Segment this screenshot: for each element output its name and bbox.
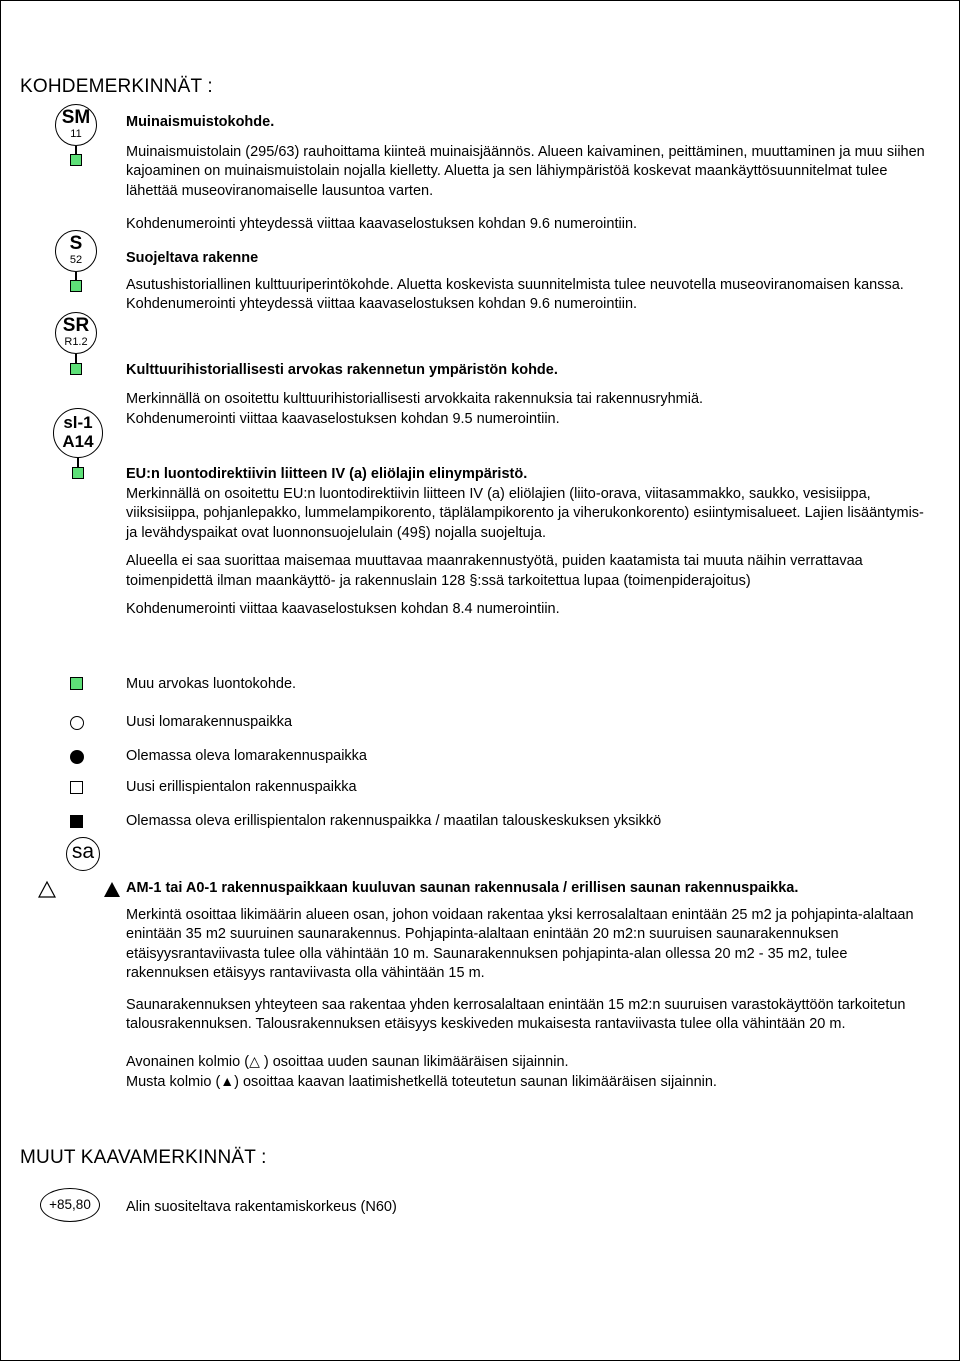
open-triangle-inline-icon: △ bbox=[249, 1052, 260, 1069]
sauna-paragraph-1: Merkintä osoittaa likimäärin alueen osan, johon voidaan rakentaa yksi kerrosalaltaan enintään 25 m2 ja pohjapinta-alaltaan enintään 35 m2 suuruinen saunarakennus. Pohjapinta-alaltaan enintään 20 m2:n suuruisen saunarakennuksen etäisyysrantaviivasta tulee olla vähintään 10 m. Saunarakennuksen pohjapinta-alan ollessa 20 m2 - 35 m2, tulee rakennuksen etäisyys rantaviivasta olla vähintään 15 m. bbox=[126, 906, 914, 981]
filled-square-icon bbox=[70, 815, 83, 828]
sm-paragraph-1: Muinaismuistolain (295/63) rauhoittama kiinteä muinaisjäännös. Alueen kaivaminen, peittäminen, muuttaminen ja muu siihen kajoaminen on muinaismuistolain nojalla kielletty. Aluetta ja sen lähiympäristöä koskevat maankäyttösuunnitelmat tulee lähettää museoviranomaiselle lausuntoa varten. bbox=[126, 143, 925, 199]
sauna-triangles bbox=[38, 880, 122, 900]
uusi-erill-label: Uusi erillispientalon rakennuspaikka bbox=[126, 779, 357, 795]
sl-symbol-bottom: A14 bbox=[62, 432, 94, 451]
sr-green-square bbox=[70, 363, 82, 375]
sauna-p3-start: Avonainen kolmio ( bbox=[126, 1053, 250, 1070]
s-symbol-bottom: 52 bbox=[69, 254, 83, 266]
muu-label: Muu arvokas luontokohde. bbox=[126, 676, 297, 692]
sa-symbol: sa bbox=[66, 837, 100, 871]
open-triangle-icon bbox=[39, 882, 55, 897]
n60-label: Alin suositeltava rakentamiskorkeus (N60) bbox=[126, 1199, 397, 1215]
sl-paragraph-2: Alueella ei saa suorittaa maisemaa muuttavaa maanrakennustyötä, puiden kaatamista tai muuta näihin verrattavaa toimenpidettä ilman maankäyttö- ja rakennuslain 128 §:ssä tarkoitettua lupaa (toimenpiderajoitus) bbox=[126, 553, 863, 589]
sauna-p4-start: Musta kolmio ( bbox=[126, 1074, 221, 1090]
sauna-p3-end: ) osoittaa uuden saunan likimääräisen sijainnin. bbox=[259, 1053, 569, 1070]
s-symbol bbox=[55, 230, 97, 272]
sm-paragraph-2: Kohdenumerointi yhteydessä viittaa kaavaselostuksen kohdan 9.6 numerointiin. bbox=[126, 216, 638, 232]
sm-stem bbox=[75, 146, 77, 154]
elevation-symbol: +85,80 bbox=[40, 1188, 100, 1222]
sauna-paragraph-4 bbox=[126, 1072, 916, 1093]
filled-circle-icon bbox=[70, 750, 84, 764]
olemassa-erill-label: Olemassa oleva erillispientalon rakennuspaikka / maatilan talouskeskuksen yksikkö bbox=[126, 813, 662, 829]
sr-symbol-bottom: R1.2 bbox=[64, 336, 88, 348]
sl-green-square bbox=[72, 467, 84, 479]
sl-symbol-top: sl-1 bbox=[63, 413, 93, 432]
sl-stem bbox=[77, 458, 79, 467]
s-paragraph-1: Asutushistoriallinen kulttuuriperintökohde. Aluetta koskevista suunnitelmista tulee neuvotella museoviranomaisen kanssa. bbox=[126, 276, 904, 293]
sl-paragraph-1: Merkinnällä on osoitettu EU:n luontodirektiivin liitteen IV (a) eliölajien (liito-orava, viitasammakko, saukko, vesisiippa, viiksisiippa, pohjanlepakko, lummelampikorento, täplälampikorento ja viherukonkorento) esiintymisalueet. Lajien lisääntymis- ja levähdyspaikat ovat luonnonsuojelulain (49§) nojalla suojeltuja. bbox=[126, 485, 924, 541]
sr-paragraph-2: Kohdenumerointi viittaa kaavaselostuksen kohdan 9.5 numerointiin. bbox=[126, 411, 560, 427]
sr-paragraph-1: Merkinnällä on osoitettu kulttuurihistoriallisesti arvokkaita rakennuksia tai rakennusryhmiä. bbox=[126, 390, 704, 407]
sauna-paragraph-3 bbox=[126, 1052, 916, 1073]
s-paragraph-2: Kohdenumerointi yhteydessä viittaa kaavaselostuksen kohdan 9.6 numerointiin. bbox=[126, 296, 638, 312]
sm-symbol-bottom: 11 bbox=[70, 128, 82, 140]
open-square-icon bbox=[70, 781, 83, 794]
sr-title: Kulttuurihistoriallisesti arvokas rakennetun ympäristön kohde. bbox=[126, 362, 558, 378]
heading-muut: MUUT KAAVAMERKINNÄT : bbox=[20, 1147, 267, 1168]
muu-green-square bbox=[70, 677, 83, 690]
sr-symbol bbox=[55, 312, 97, 354]
filled-triangle-inline-icon: ▲ bbox=[220, 1073, 235, 1089]
sm-symbol bbox=[55, 104, 97, 146]
sl-section bbox=[126, 465, 926, 620]
s-symbol-top: S bbox=[69, 233, 83, 254]
sl-symbol bbox=[53, 408, 103, 458]
sl-title: EU:n luontodirektiivin liitteen IV (a) eliölajin elinympäristö. bbox=[126, 466, 528, 482]
sauna-section bbox=[126, 879, 916, 1093]
s-section bbox=[126, 249, 926, 315]
sauna-p4-end: ) osoittaa kaavan laatimishetkellä toteutetun saunan likimääräisen sijainnin. bbox=[234, 1074, 717, 1090]
olemassa-loma-label: Olemassa oleva lomarakennuspaikka bbox=[126, 748, 367, 764]
sm-title: Muinaismuistokohde. bbox=[126, 114, 275, 130]
sl-paragraph-3: Kohdenumerointi viittaa kaavaselostuksen kohdan 8.4 numerointiin. bbox=[126, 601, 560, 617]
s-stem bbox=[75, 272, 77, 280]
filled-triangle-icon bbox=[104, 882, 120, 897]
open-circle-icon bbox=[70, 716, 84, 730]
sm-symbol-top: SM bbox=[61, 107, 91, 128]
sm-green-square bbox=[70, 154, 82, 166]
sm-section bbox=[126, 113, 926, 235]
s-title: Suojeltava rakenne bbox=[126, 250, 259, 266]
sauna-title: AM-1 tai A0-1 rakennuspaikkaan kuuluvan saunan rakennusala / erillisen saunan rakennuspaikka. bbox=[126, 880, 799, 896]
sauna-paragraph-2: Saunarakennuksen yhteyteen saa rakentaa yhden kerrosalaltaan enintään 15 m2:n suuruisen varastokäyttöön tarkoitetun talousrakennuksen. Talousrakennuksen etäisyys keskiveden mukaisesta rantaviivasta tulee olla vähintään 20 m. bbox=[126, 996, 906, 1032]
sr-section bbox=[126, 361, 926, 430]
sr-stem bbox=[75, 354, 77, 363]
uusi-loma-label: Uusi lomarakennuspaikka bbox=[126, 714, 293, 730]
sr-symbol-top: SR bbox=[62, 315, 90, 336]
s-green-square bbox=[70, 280, 82, 292]
heading-kohdemerkinnat: KOHDEMERKINNÄT : bbox=[20, 76, 213, 97]
